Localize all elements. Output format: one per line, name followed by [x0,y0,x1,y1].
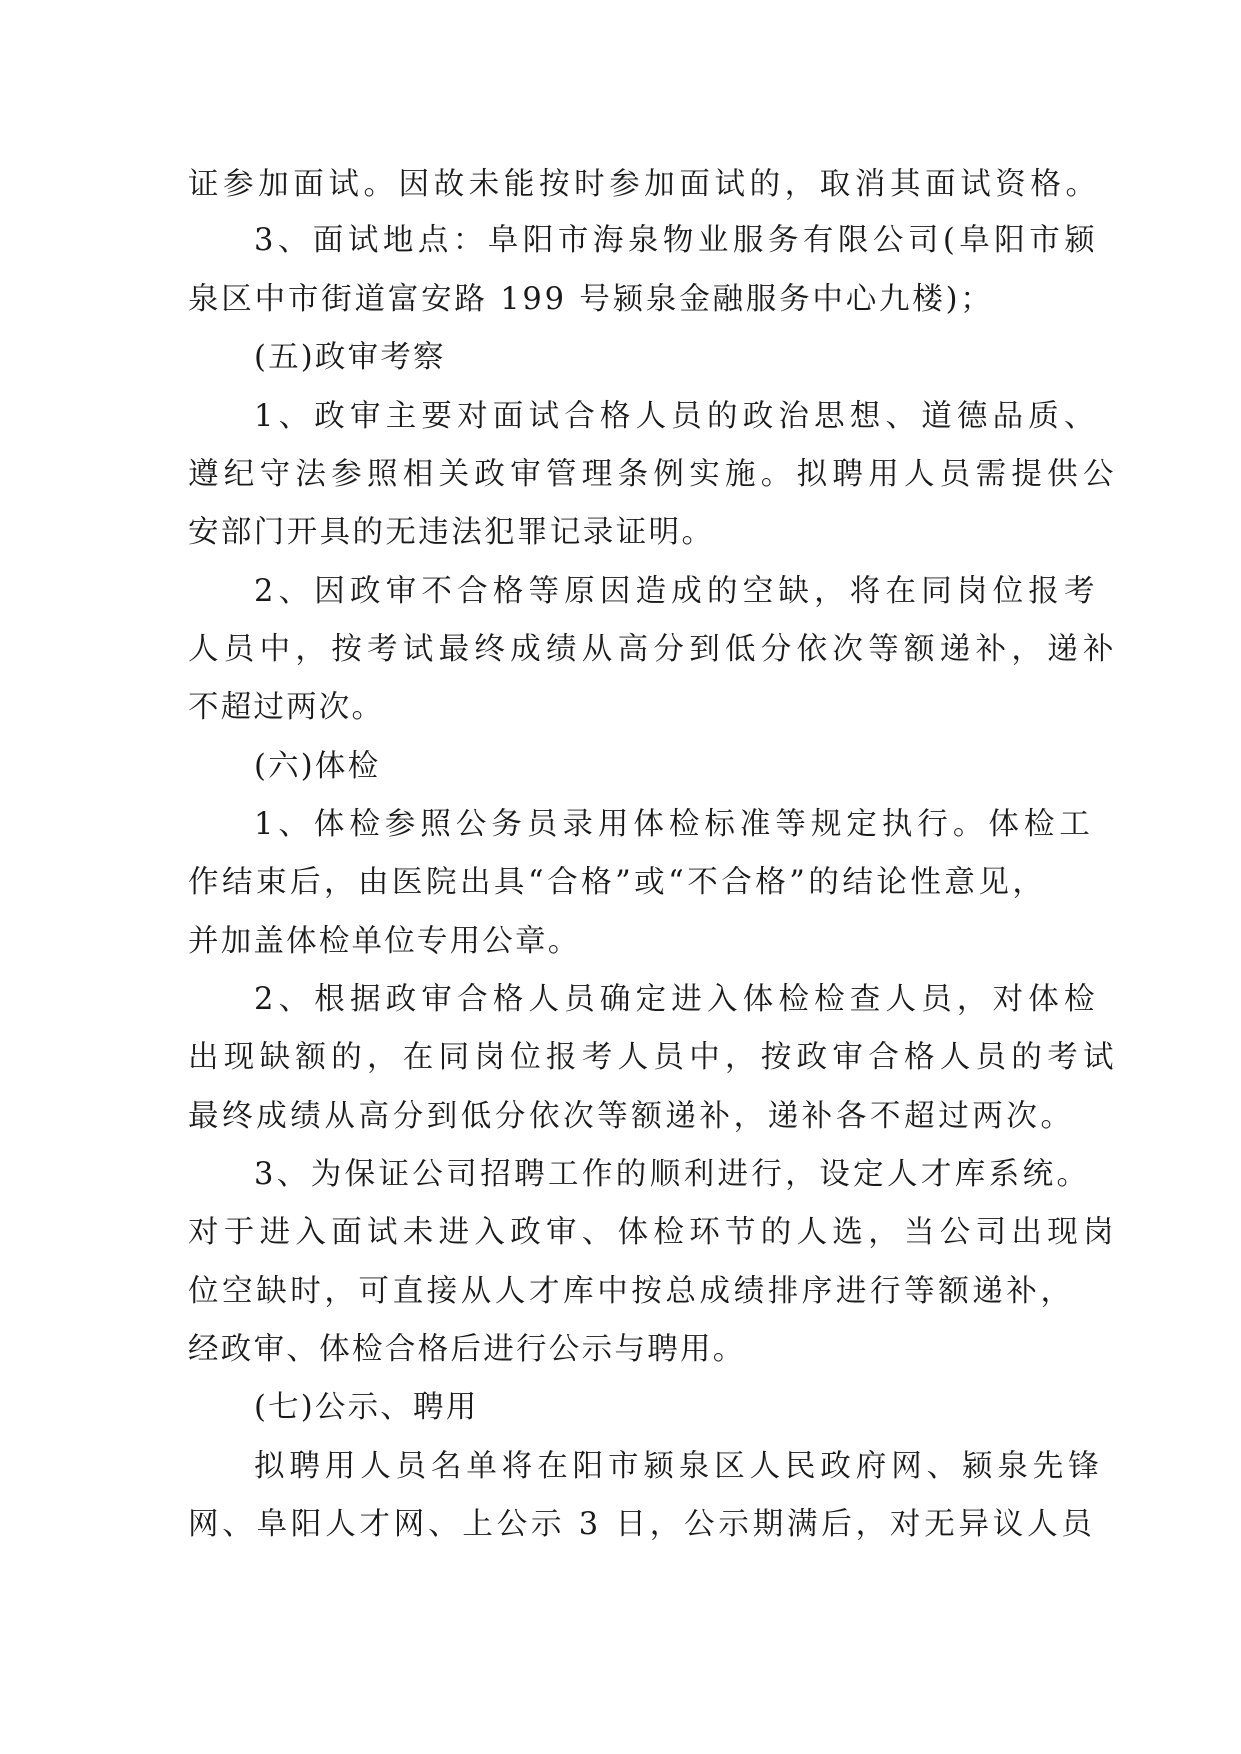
text-line: 并加盖体检单位专用公章。 [188,924,581,959]
text-line: 最终成绩从高分到低分依次等额递补，递补各不超过两次。 [188,1099,1075,1134]
text-line: 2、因政审不合格等原因造成的空缺，将在同岗位报考 [254,574,1100,609]
text-line: 3、为保证公司招聘工作的顺利进行，设定人才库系统。 [254,1157,1091,1192]
section-heading: (六)体检 [254,749,381,784]
text-line: 安部门开具的无违法犯罪记录证明。 [188,515,715,550]
text-line: 经政审、体检合格后进行公示与聘用。 [188,1332,746,1367]
text-line: 遵纪守法参照相关政审管理条例实施。拟聘用人员需提供公 [188,457,1119,492]
text-line: 网、阜阳人才网、上公示 3 日，公示期满后，对无异议人员 [188,1507,1096,1542]
text-line: 人员中，按考试最终成绩从高分到低分依次等额递补，递补 [188,632,1119,667]
section-heading: (七)公示、聘用 [254,1390,479,1425]
text-line: 证参加面试。因故未能按时参加面试的，取消其面试资格。 [188,167,1101,202]
text-line: 2、根据政审合格人员确定进入体检检查人员，对体检 [254,982,1100,1017]
text-line: 作结束后，由医院出具“合格”或“不合格”的结论性意见， [188,865,1047,900]
text-line: 拟聘用人员名单将在阳市颍泉区人民政府网、颍泉先锋 [254,1449,1104,1484]
text-line: 位空缺时，可直接从人才库中按总成绩排序进行等额递补， [188,1274,1075,1309]
section-heading: (五)政审考察 [254,340,446,375]
text-line: 对于进入面试未进入政审、体检环节的人选，当公司出现岗 [188,1215,1119,1250]
text-line: 1、体检参照公务员录用体检标准等规定执行。体检工 [254,807,1095,842]
text-line: 不超过两次。 [188,690,385,725]
text-line: 1、政审主要对面试合格人员的政治思想、道德品质、 [254,399,1100,434]
text-line: 泉区中市街道富安路 199 号颍泉金融服务中心九楼)； [188,282,994,317]
text-line: 3、面试地点：阜阳市海泉物业服务有限公司(阜阳市颍 [254,223,1100,258]
text-line: 出现缺额的，在同岗位报考人员中，按政审合格人员的考试 [188,1040,1119,1075]
